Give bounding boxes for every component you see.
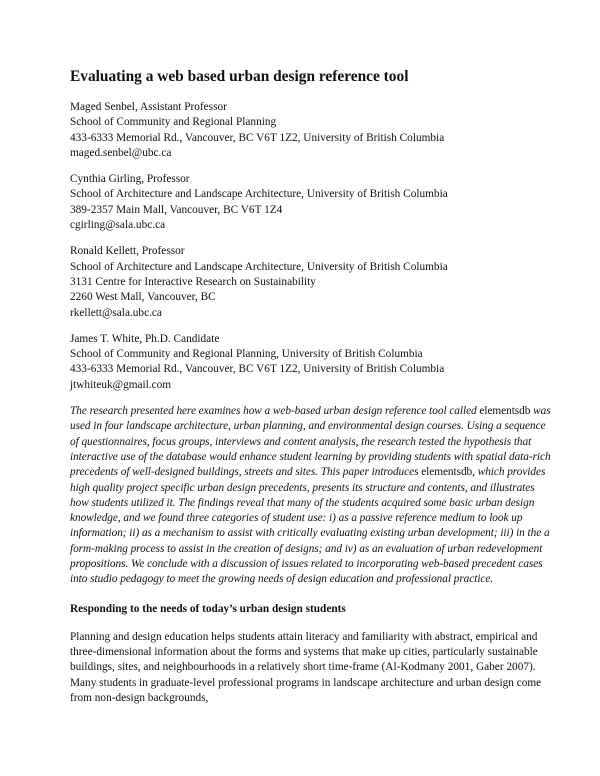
author-affiliation: School of Architecture and Landscape Architecture, University of British Columbia — [70, 188, 448, 201]
abstract-text: The research presented here examines how a web-based urban design reference tool called — [70, 405, 480, 418]
author-affiliation: 3131 Centre for Interactive Research on Sustainability — [70, 275, 316, 288]
author-name: Ronald Kellett, Professor — [70, 245, 185, 258]
author-email: rkellett@sala.ubc.ca — [70, 306, 162, 319]
author-block — [70, 244, 552, 320]
author-address: 433-6333 Memorial Rd., Vancouver, BC V6T 1Z2, University of British Columbia — [70, 131, 445, 144]
author-block — [70, 100, 552, 161]
author-affiliation: School of Architecture and Landscape Architecture, University of British Columbia — [70, 260, 448, 273]
paper-title: Evaluating a web based urban design reference tool — [70, 68, 409, 85]
author-block — [70, 332, 552, 393]
section-heading: Responding to the needs of today’s urban design students — [70, 602, 346, 615]
author-block — [70, 172, 552, 233]
author-affiliation: School of Community and Regional Planning — [70, 116, 277, 129]
system-name: elementsdb — [479, 405, 531, 418]
author-name: James T. White, Ph.D. Candidate — [70, 332, 220, 345]
abstract-text: was used in four landscape architecture, urban planning, and environmental design courses. Using a sequence of questionnaires, focus groups, interviews and content analysis, the research tested the hypothesis that interactive use of the database would enhance student learning by providing students with spatial data-rich precedents of well-designed buildings, streets and sites. This paper introduces — [70, 405, 551, 479]
author-name: Cynthia Girling, Professor — [70, 173, 190, 186]
author-address: 389-2357 Main Mall, Vancouver, BC V6T 1Z4 — [70, 203, 283, 216]
author-email: cgirling@sala.ubc.ca — [70, 219, 166, 232]
author-affiliation: School of Community and Regional Planning, University of British Columbia — [70, 348, 423, 361]
body-paragraph: Planning and design education helps students attain literacy and familiarity with abstract, empirical and three-dimensional information about the forms and systems that make up cities, particularly sustainable buildings, sites, and neighbourhoods in a relatively short time-frame (Al-Kodmany 2001, Gaber 2007). Many students in graduate-level professional programs in landscape architecture and urban design come from non-design backgrounds, — [70, 630, 542, 704]
author-email: maged.senbel@ubc.ca — [70, 146, 172, 159]
author-address: 433-6333 Memorial Rd., Vancouver, BC V6T 1Z2, University of British Columbia — [70, 363, 445, 376]
abstract-text: , which provides high quality project specific urban design precedents, presents its structure and contents, and illustrates how students utilized it. The findings reveal that many of the students acquired some basic urban design knowledge, and we found three categories of student use: i) as a passive reference medium to look up information; ii) as a mechanism to assist with critically evaluating existing urban development; iii) in the a form-making process to assist in the creation of designs; and iv) as an evaluation of urban redevelopment propositions. We conclude with a discussion of issues related to incorporating web-based precedent cases into studio pedagogy to meet the growing needs of design education and professional practice. — [70, 466, 550, 586]
system-name: elementsdb — [421, 466, 473, 479]
author-name: Maged Senbel, Assistant Professor — [70, 101, 227, 113]
author-address: 2260 West Mall, Vancouver, BC — [70, 291, 216, 304]
abstract — [70, 404, 552, 588]
author-email: jtwhiteuk@gmail.com — [70, 378, 172, 391]
